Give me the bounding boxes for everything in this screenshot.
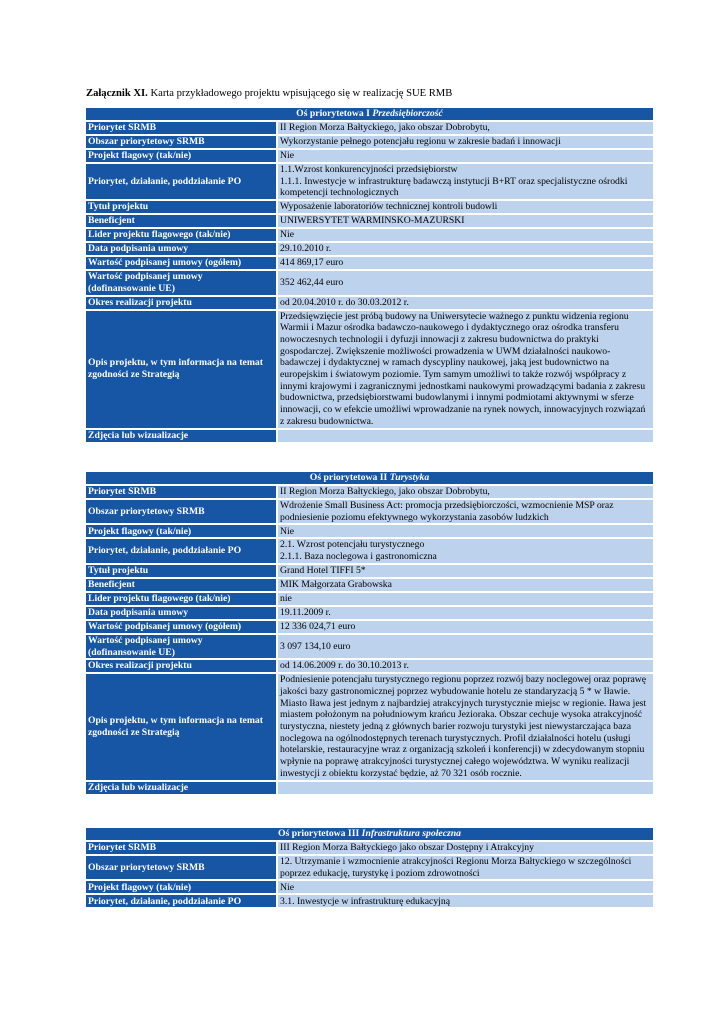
field-label: Obszar priorytetowy SRMB: [86, 500, 276, 523]
field-label: Okres realizacji projektu: [86, 660, 276, 672]
field-value: Nie: [278, 881, 653, 893]
field-label: Zdjęcia lub wizualizacje: [86, 782, 276, 794]
field-value: Grand Hotel TIFFI 5*: [278, 565, 653, 577]
field-label: Projekt flagowy (tak/nie): [86, 150, 276, 162]
table-row: [86, 856, 653, 879]
field-value: MIK Małgorzata Grabowska: [278, 579, 653, 591]
field-value: UNIWERSYTET WARMINSKO-MAZURSKI: [278, 215, 653, 227]
field-label: Priorytet, działanie, poddziałanie PO: [86, 164, 276, 199]
field-label: Zdjęcia lub wizualizacje: [86, 430, 276, 442]
table-row: [86, 201, 653, 213]
field-label: Tytuł projektu: [86, 565, 276, 577]
table-row: [86, 782, 653, 794]
table-row: [86, 525, 653, 537]
table-row: [86, 674, 653, 779]
field-label: Priorytet, działanie, poddziałanie PO: [86, 895, 276, 907]
field-label: Lider projektu flagowego (tak/nie): [86, 593, 276, 605]
table-row: [86, 311, 653, 428]
field-label: Projekt flagowy (tak/nie): [86, 525, 276, 537]
table-row: [86, 486, 653, 498]
table-row: [86, 122, 653, 134]
field-value: Nie: [278, 150, 653, 162]
field-value: od 20.04.2010 r. do 30.03.2012 r.: [278, 297, 653, 309]
field-label: Wartość podpisanej umowy (ogółem): [86, 621, 276, 633]
table-row: [86, 430, 653, 442]
field-value: Nie: [278, 525, 653, 537]
table-row: [86, 842, 653, 854]
field-label: Beneficjent: [86, 579, 276, 591]
field-value: 414 869,17 euro: [278, 257, 653, 269]
field-value: [278, 782, 653, 794]
field-label: Priorytet, działanie, poddziałanie PO: [86, 539, 276, 562]
field-label: Obszar priorytetowy SRMB: [86, 856, 276, 879]
field-label: Wartość podpisanej umowy (dofinansowanie UE): [86, 635, 276, 658]
table-row: [86, 660, 653, 672]
field-value: od 14.06.2009 r. do 30.10.2013 r.: [278, 660, 653, 672]
field-label: Projekt flagowy (tak/nie): [86, 881, 276, 893]
table-row: [86, 271, 653, 294]
field-value: [278, 430, 653, 442]
table-row: [86, 257, 653, 269]
table-row: [86, 243, 653, 255]
field-value: 1.1.Wzrost konkurencyjności przedsiębiorstw 1.1.1. Inwestycje w infrastrukturę badawczą instytucji B+RT oraz specjalistyczne ośrodki kompetencji technologicznych: [278, 164, 653, 199]
table-row: [86, 881, 653, 893]
table-row: [86, 297, 653, 309]
section-3-table: [84, 826, 655, 909]
field-value: Podniesienie potencjału turystycznego regionu poprzez rozwój bazy noclegowej oraz poprawę jakości bazy gastronomicznej poprzez wybudowanie hotelu ze standaryzacją 5 * w Iławie. Miasto Iława jest jednym z najbardziej atrakcyjnych turystycznie miejsc w regionie. Iława jest miastem położonym na południowym krańcu Jezioraka. Obszar cechuje wysoka atrakcyjność turystyczna, niestety jedną z głównych barier rozwoju turystyki jest niewystarczająca baza noclegowa na ogólnodostępnych terenach turystycznych. Profil działalności hotelu (usługi hotelarskie, restauracyjne wraz z organizacją szkoleń i konferencji) w zdecydowanym stopniu wpłynie na poprawę atrakcyjności turystycznej całego województwa. W wyniku realizacji inwestycji z obiektu korzystać będzie, aż 70 321 osób rocznie.: [278, 674, 653, 779]
field-value: Przedsięwzięcie jest próbą budowy na Uniwersytecie ważnego z punktu widzenia regionu Warmii i Mazur ośrodka badawczo-naukowego i dydaktycznego oraz ośrodka transferu nowoczesnych technologii i dyfuzji innowacji z zakresu budownictwa do praktyki gospodarczej. Zwiększenie możliwości prowadzenia w UWM działalności naukowo-badawczej i dydaktycznej w ramach dyscypliny naukowej, jaką jest budownictwo na europejskim i światowym poziomie. Tym samym umożliwi to także rozwój współpracy z innymi krajowymi i zagranicznymi jednostkami naukowymi prowadzącymi badania z zakresu budownictwa, przedsiębiorstwami budowlanymi i innymi podmiotami aktywnymi w sferze innowacji, co w efekcie umożliwi wprowadzanie na rynek nowych, innowacyjnych rozwiązań z zakresu budownictwa.: [278, 311, 653, 428]
field-value: 352 462,44 euro: [278, 271, 653, 294]
table-row: [86, 215, 653, 227]
caption-bold: Załącznik XI.: [86, 88, 148, 99]
table-row: [86, 565, 653, 577]
section-1-table: [84, 106, 655, 444]
table-row: [86, 895, 653, 907]
field-value: 3.1. Inwestycje w infrastrukturę edukacyjną: [278, 895, 653, 907]
field-value: Nie: [278, 229, 653, 241]
section-header: [86, 828, 653, 840]
field-value: 2.1. Wzrost potencjału turystycznego 2.1.1. Baza noclegowa i gastronomiczna: [278, 539, 653, 562]
field-label: Wartość podpisanej umowy (dofinansowanie UE): [86, 271, 276, 294]
field-label: Wartość podpisanej umowy (ogółem): [86, 257, 276, 269]
field-value: Wykorzystanie pełnego potencjału regionu w zakresie badań i innowacji: [278, 136, 653, 148]
field-label: Tytuł projektu: [86, 201, 276, 213]
table-row: [86, 229, 653, 241]
field-value: II Region Morza Bałtyckiego, jako obszar Dobrobytu,: [278, 122, 653, 134]
section-header: [86, 108, 653, 120]
field-label: Okres realizacji projektu: [86, 297, 276, 309]
table-row: [86, 150, 653, 162]
field-value: 19.11.2009 r.: [278, 607, 653, 619]
section-2-table: [84, 470, 655, 796]
field-label: Priorytet SRMB: [86, 486, 276, 498]
field-label: Opis projektu, w tym informacja na temat zgodności ze Strategią: [86, 311, 276, 428]
table-row: [86, 579, 653, 591]
section-title: Oś priorytetowa III Infrastruktura społeczna: [86, 828, 653, 840]
field-label: Lider projektu flagowego (tak/nie): [86, 229, 276, 241]
field-label: Data podpisania umowy: [86, 607, 276, 619]
field-value: II Region Morza Bałtyckiego, jako obszar Dobrobytu,: [278, 486, 653, 498]
field-value: nie: [278, 593, 653, 605]
field-value: 12. Utrzymanie i wzmocnienie atrakcyjności Regionu Morza Bałtyckiego w szczególności poprzez edukację, turystykę i poziom zdrowotności: [278, 856, 653, 879]
field-label: Priorytet SRMB: [86, 842, 276, 854]
table-row: [86, 593, 653, 605]
table-row: [86, 607, 653, 619]
table-row: [86, 621, 653, 633]
document-caption: [86, 88, 452, 99]
field-value: 3 097 134,10 euro: [278, 635, 653, 658]
field-value: 29.10.2010 r.: [278, 243, 653, 255]
section-header: [86, 472, 653, 484]
field-label: Obszar priorytetowy SRMB: [86, 136, 276, 148]
field-label: Priorytet SRMB: [86, 122, 276, 134]
field-label: Beneficjent: [86, 215, 276, 227]
field-value: Wyposażenie laboratoriów technicznej kontroli budowli: [278, 201, 653, 213]
table-row: [86, 539, 653, 562]
field-label: Data podpisania umowy: [86, 243, 276, 255]
table-row: [86, 500, 653, 523]
table-row: [86, 136, 653, 148]
field-value: 12 336 024,71 euro: [278, 621, 653, 633]
field-value: Wdrożenie Small Business Act: promocja przedsiębiorczości, wzmocnienie MSP oraz podniesienie poziomu efektywnego wykorzystania zasobów ludzkich: [278, 500, 653, 523]
field-value: III Region Morza Bałtyckiego jako obszar Dostępny i Atrakcyjny: [278, 842, 653, 854]
section-title: Oś priorytetowa I Przedsiębiorczość: [86, 108, 653, 120]
table-row: [86, 635, 653, 658]
section-title: Oś priorytetowa II Turystyka: [86, 472, 653, 484]
table-row: [86, 164, 653, 199]
caption-text: Karta przykładowego projektu wpisującego się w realizację SUE RMB: [147, 88, 453, 99]
field-label: Opis projektu, w tym informacja na temat zgodności ze Strategią: [86, 674, 276, 779]
